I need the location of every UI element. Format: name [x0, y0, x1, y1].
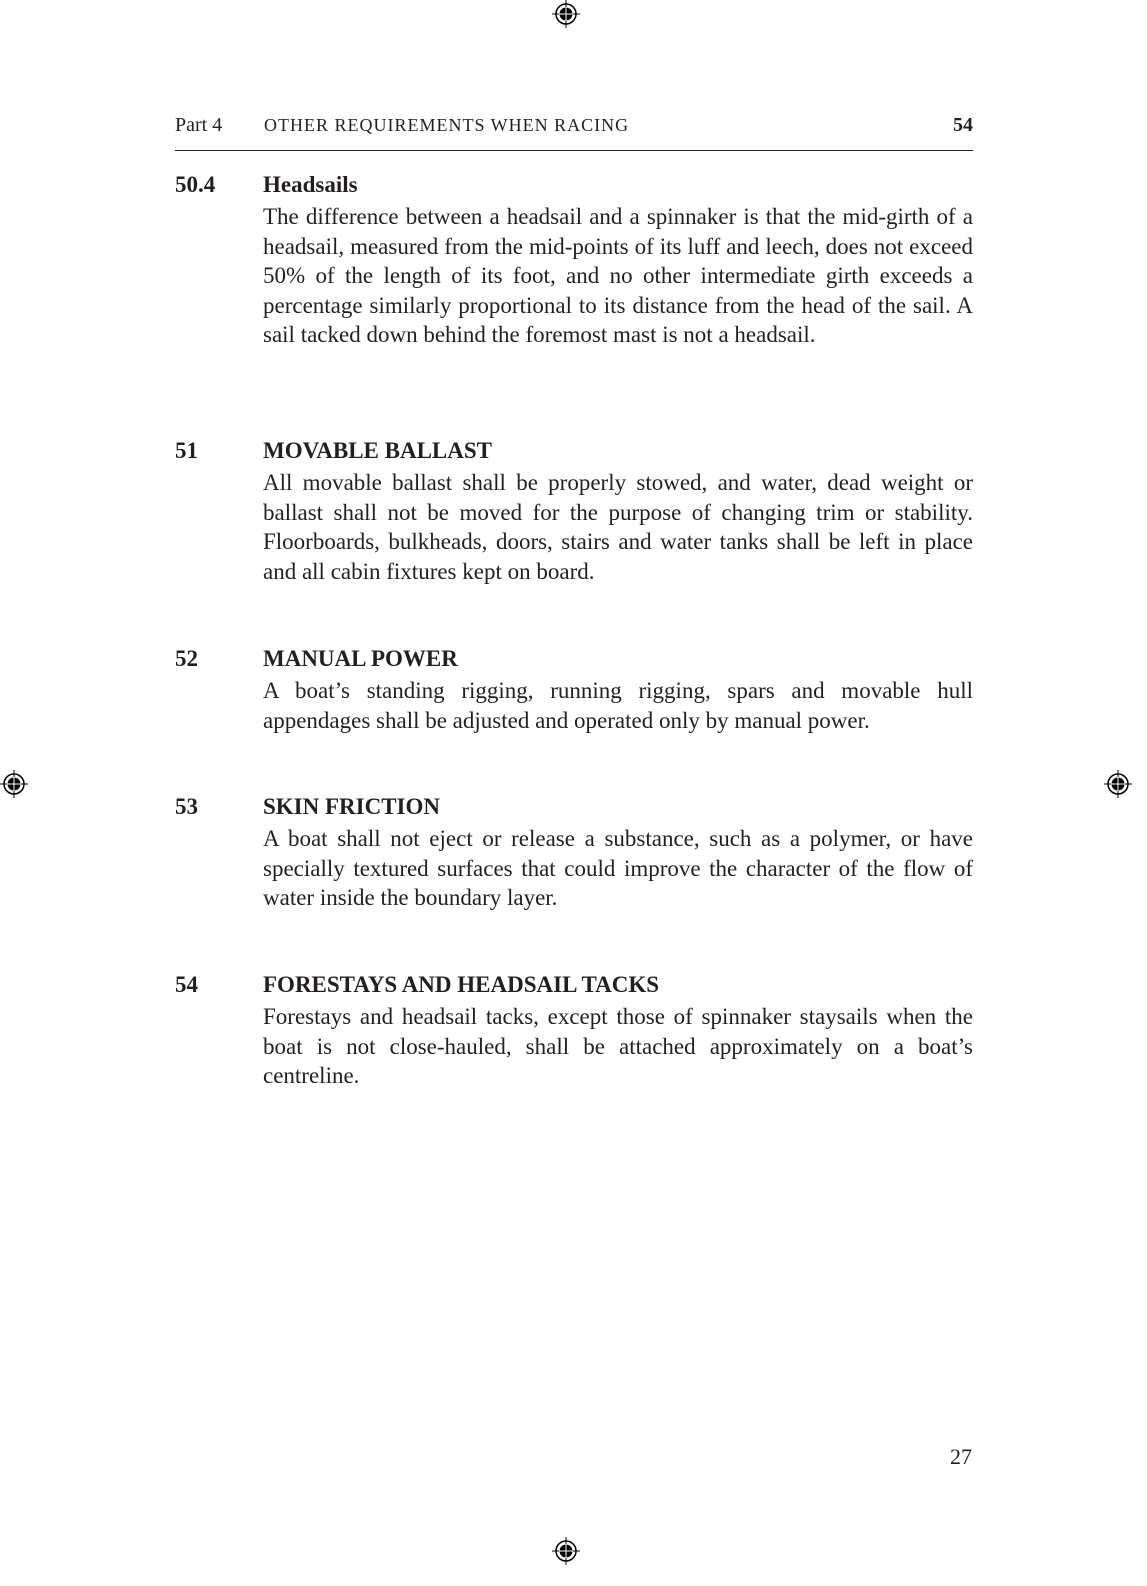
- section-number: 54: [175, 972, 198, 997]
- section-body: All movable ballast shall be properly stowed, and water, dead weight or ballast shall not be moved for the purpose of changing trim or stability. Floorboards, bulkheads, doors, stairs and water tanks shall be left in place and all cabin fixtures kept on board.: [263, 470, 973, 584]
- header-part: Part 4: [175, 114, 223, 136]
- section-heading: SKIN FRICTION: [263, 794, 441, 819]
- page-number: 27: [950, 1444, 972, 1469]
- section-heading: Headsails: [263, 172, 358, 197]
- section-heading: MANUAL POWER: [263, 646, 458, 671]
- section-body: Forestays and headsail tacks, except those of spinnaker staysails when the boat is not close-hauled, shall be attached approximately on a boat’s centreline.: [263, 1004, 973, 1089]
- registration-mark-icon: [0, 770, 28, 798]
- section-number: 52: [175, 646, 198, 671]
- section-heading: MOVABLE BALLAST: [263, 438, 493, 463]
- section-number: 53: [175, 794, 198, 819]
- header-rule-number: 54: [953, 114, 973, 136]
- section-body: A boat’s standing rigging, running rigging, spars and movable hull appendages shall be adjusted and operated only by manual power.: [263, 678, 973, 733]
- header-title: OTHER REQUIREMENTS WHEN RACING: [264, 115, 630, 135]
- section-number: 50.4: [175, 172, 216, 197]
- section-heading: FORESTAYS AND HEADSAIL TACKS: [263, 972, 660, 997]
- section-number: 51: [175, 438, 198, 463]
- registration-mark-icon: [1104, 770, 1132, 798]
- section-body: A boat shall not eject or release a substance, such as a polymer, or have specially textured surfaces that could improve the character of the flow of water inside the boundary layer.: [263, 826, 973, 911]
- registration-mark-icon: [552, 1537, 580, 1565]
- running-header: [175, 114, 973, 151]
- section-body: The difference between a headsail and a spinnaker is that the mid-girth of a headsail, measured from the mid-points of its luff and leech, does not exceed 50% of the length of its foot, and no other intermediate girth exceeds a percentage similarly proportional to its distance from the head of the sail. A sail tacked down behind the foremost mast is not a headsail.: [263, 204, 973, 348]
- registration-mark-icon: [552, 0, 580, 28]
